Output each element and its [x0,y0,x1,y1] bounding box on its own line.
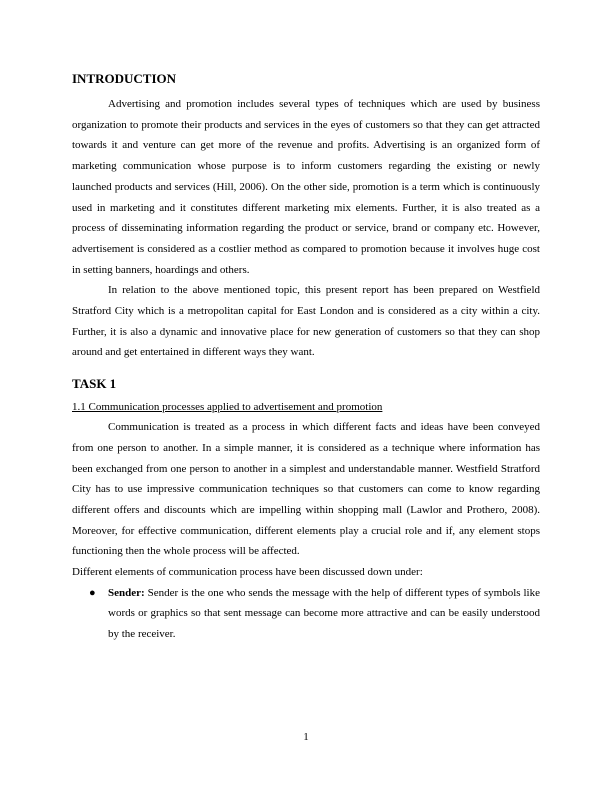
list-intro: Different elements of communication process have been discussed down under: [72,566,423,579]
list-item-term: Sender: [108,586,145,599]
list-item-text: Sender is the one who sends the message with the help of different types of symbols like words or graphics so that sent message can become more attractive and can be easily understood by the receiver. [108,586,540,641]
task1-heading: TASK 1 [72,376,117,392]
bullet-icon: ● [89,586,96,599]
task1-paragraph: Communication is treated as a process in which different facts and ideas have been conveyed from one person to another. In a simple manner, it is considered as a technique where information has been exchanged from one person to another in a simplest and understandable manner. Westfield Stratford City has to use impressive communication techniques so that customers can come to know regarding different offers and discounts which are impelling within shopping mall (Lawlor and Prothero, 2008). Moreover, for effective communication, different elements play a crucial role and if, any element stops functioning then the whole process will be affected. [72,421,540,558]
document-page [72,70,540,645]
task1-subheading: 1.1 Communication processes applied to advertisement and promotion [72,401,383,414]
list-item [72,583,540,645]
intro-paragraph-2: In relation to the above mentioned topic, this present report has been prepared on Westfield Stratford City which is a metropolitan capital for East London and is considered as a city within a city. Further, it is also a dynamic and innovative place for new generation of customers so that they can shop around and get entertained in different ways they want. [72,284,540,359]
introduction-heading: INTRODUCTION [72,71,177,86]
intro-paragraph-1: Advertising and promotion includes several types of techniques which are used by business organization to promote their products and services in the eyes of customers so that they can get attracted towards it and venture can get more of the revenue and profits. Advertising is an organized form of marketing communication whose purpose is to inform customers regarding the existing or newly launched products and services (Hill, 2006). On the other side, promotion is a term which is continuously used in marketing and it constitutes different marketing mix elements. Further, it is also treated as a process of disseminating information regarding the product or service, brand or company etc. However, advertisement is considered as a costlier method as compared to promotion because it involves huge cost in setting banners, hoardings and others. [72,98,540,276]
elements-list [72,583,540,645]
page-number: 1 [303,731,309,743]
